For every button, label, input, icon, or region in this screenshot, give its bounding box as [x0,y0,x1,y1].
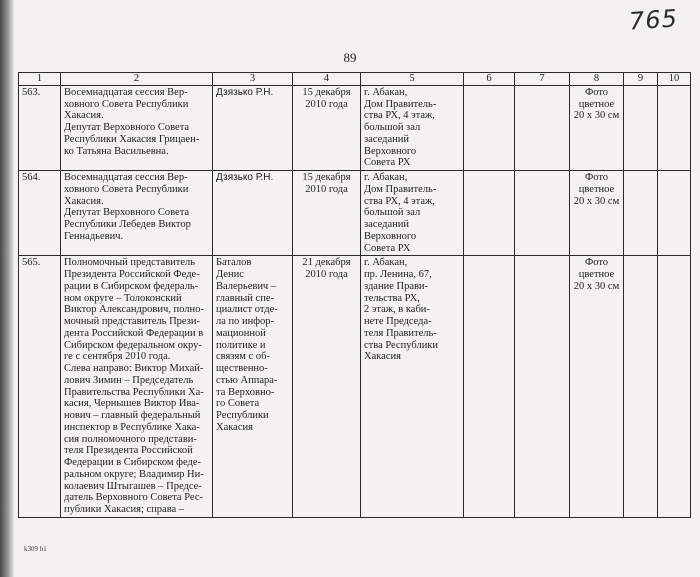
record-number: 563. [19,85,61,170]
text-line: здание Прави- [364,280,429,292]
text-line: Республики Хакасия Грицаен- [64,133,200,145]
text-line: ства РХ, 4 этаж, [364,195,435,207]
text-line: ном округе – Толоконский [64,292,182,304]
text-line: нович – главный федеральный [64,410,201,421]
column-header: 6 [464,73,515,86]
text-line: Федерации в Сибирском феде- [64,457,202,468]
register-table [18,72,691,518]
text-line: 2010 года [305,183,348,195]
text-line: связям с об- [216,351,270,363]
place-cell [361,85,464,170]
text-line: 15 декабря [302,86,351,98]
empty-cell [515,171,570,256]
date-cell [293,256,361,518]
text-line: стью Аппара- [216,374,278,386]
text-line: заседаний [364,133,409,145]
text-line: ства РХ, 4 этаж, [364,110,435,122]
text-line: г. Абакан, [364,86,408,98]
text-line: мочный представитель Прези- [64,316,200,327]
text-line: мационной [216,327,266,339]
footer-code: k309 b1 [24,545,47,553]
column-number-row [19,73,691,86]
text-line: Хакасия [364,351,401,363]
empty-cell [464,85,515,170]
place-cell [361,256,464,518]
text-line: цветное [578,183,615,195]
author-cell: Дзязько Р.Н. [213,85,293,170]
place-cell [361,171,464,256]
column-header: 3 [213,73,293,86]
column-header: 1 [19,73,61,86]
text-line: Республики Лебедев Виктор [64,219,191,230]
empty-cell [624,85,658,170]
text-line: 20 х 30 см [573,280,620,292]
text-line: дента Российской Федерации в [64,327,204,339]
text-line: Верховного [364,230,417,242]
text-line: Верховного [364,145,417,157]
format-cell [570,171,624,256]
empty-cell [658,171,691,256]
text-line: Дом Правитель- [364,98,437,110]
text-line: Сибирском федеральном окру- [64,339,202,351]
text-line: Республики [216,410,269,421]
text-line: 21 декабря [302,257,351,269]
text-line: ко Татьяна Васильевна. [64,145,169,157]
text-line: г. Абакан, [364,172,408,183]
column-header: 7 [515,73,570,86]
text-line: теля Президента Российской [64,445,193,457]
event-description [61,171,213,256]
empty-cell [658,256,691,518]
text-line: пр. Ленина, 67, [364,269,432,280]
text-line: ла по инфор- [216,316,275,327]
text-line: ховного Совета Республики [64,98,189,110]
text-line: Хакасия [216,421,253,433]
text-line: нете Председа- [364,316,432,327]
author-cell: Дзязько Р.Н. [213,171,293,256]
text-line: Виктор Александрович, полно- [64,304,204,316]
column-header: 8 [570,73,624,86]
handwritten-page-annotation: 765 [628,4,679,36]
text-line: Правительства Республики Ха- [64,386,204,398]
text-line: цветное [578,98,615,110]
empty-cell [624,256,658,518]
text-line: та Верховно- [216,386,275,398]
text-line: 20 х 30 см [573,195,620,207]
text-line: тельства РХ, [364,292,420,304]
column-header: 5 [361,73,464,86]
text-line: циалист отде- [216,304,278,316]
text-line: теля Правитель- [364,327,437,339]
text-line: Депутат Верховного Совета [64,207,190,219]
text-line: Дом Правитель- [364,183,437,195]
text-line: датель Верховного Совета Рес- [64,492,203,504]
text-line: Фото [584,172,609,183]
column-header: 2 [61,73,213,86]
text-line: главный спе- [216,292,274,304]
text-line: 15 декабря [302,172,351,183]
text-line: Хакасия. [64,195,104,207]
column-header: 9 [624,73,658,86]
text-line: сия полномочного представи- [64,433,197,445]
empty-cell [658,85,691,170]
text-line: рации в Сибирском федераль- [64,280,199,292]
text-line: политике и [216,339,266,351]
record-number: 564. [19,171,61,256]
text-line: заседаний [364,219,409,230]
text-line: 20 х 30 см [573,110,620,122]
table-row [19,256,691,518]
empty-cell [464,256,515,518]
text-line: большой зал [364,122,421,133]
table-row [19,171,691,256]
text-line: большой зал [364,207,421,219]
text-line: касия, Чернышев Виктор Ива- [64,398,200,410]
text-line: го Совета [216,398,260,410]
text-line: цветное [578,269,615,280]
text-line: публики Хакасия; справа – [64,504,185,515]
text-line: колаевич Штыгашев – Предсе- [64,480,202,492]
event-description [61,85,213,170]
author-cell [213,256,293,518]
record-number: 565. [19,256,61,518]
text-line: 2 этаж, в каби- [364,304,430,316]
format-cell [570,256,624,518]
column-header: 4 [293,73,361,86]
date-cell [293,85,361,170]
text-line: ховного Совета Республики [64,183,189,195]
text-line: Совета РХ [364,157,411,169]
text-line: Полномочный представитель [64,257,196,269]
text-line: ства Республики [364,339,439,351]
text-line: щественно- [216,363,268,374]
text-line: Фото [584,257,609,269]
date-cell [293,171,361,256]
text-line: 2010 года [305,269,348,280]
page-number: 89 [343,50,357,65]
text-line: Слева направо: Виктор Михай- [64,363,204,374]
text-line: Валерьевич – [216,280,277,292]
text-line: ге с сентября 2010 года. [64,351,171,363]
text-line: Баталов [216,257,252,269]
text-line: Фото [584,86,609,98]
empty-cell [515,85,570,170]
text-line: Хакасия. [64,110,104,122]
event-description [61,256,213,518]
text-line: г. Абакан, [364,257,408,269]
text-line: Восемнадцатая сессия Вер- [64,86,188,98]
text-line: Геннадьевич. [64,230,124,242]
text-line: инспектор в Республике Хака- [64,421,200,433]
empty-cell [624,171,658,256]
empty-cell [464,171,515,256]
text-line: лович Зимин – Председатель [64,374,194,386]
text-line: Денис [216,269,244,280]
text-line: Президента Российской Феде- [64,269,200,280]
text-line: 2010 года [305,98,348,110]
format-cell [570,85,624,170]
text-line: ральном округе; Владимир Ни- [64,468,204,480]
text-line: Депутат Верховного Совета [64,122,190,133]
table-row [19,85,691,170]
text-line: Восемнадцатая сессия Вер- [64,172,188,183]
empty-cell [515,256,570,518]
column-header: 10 [658,73,691,86]
text-line: Совета РХ [364,242,411,254]
